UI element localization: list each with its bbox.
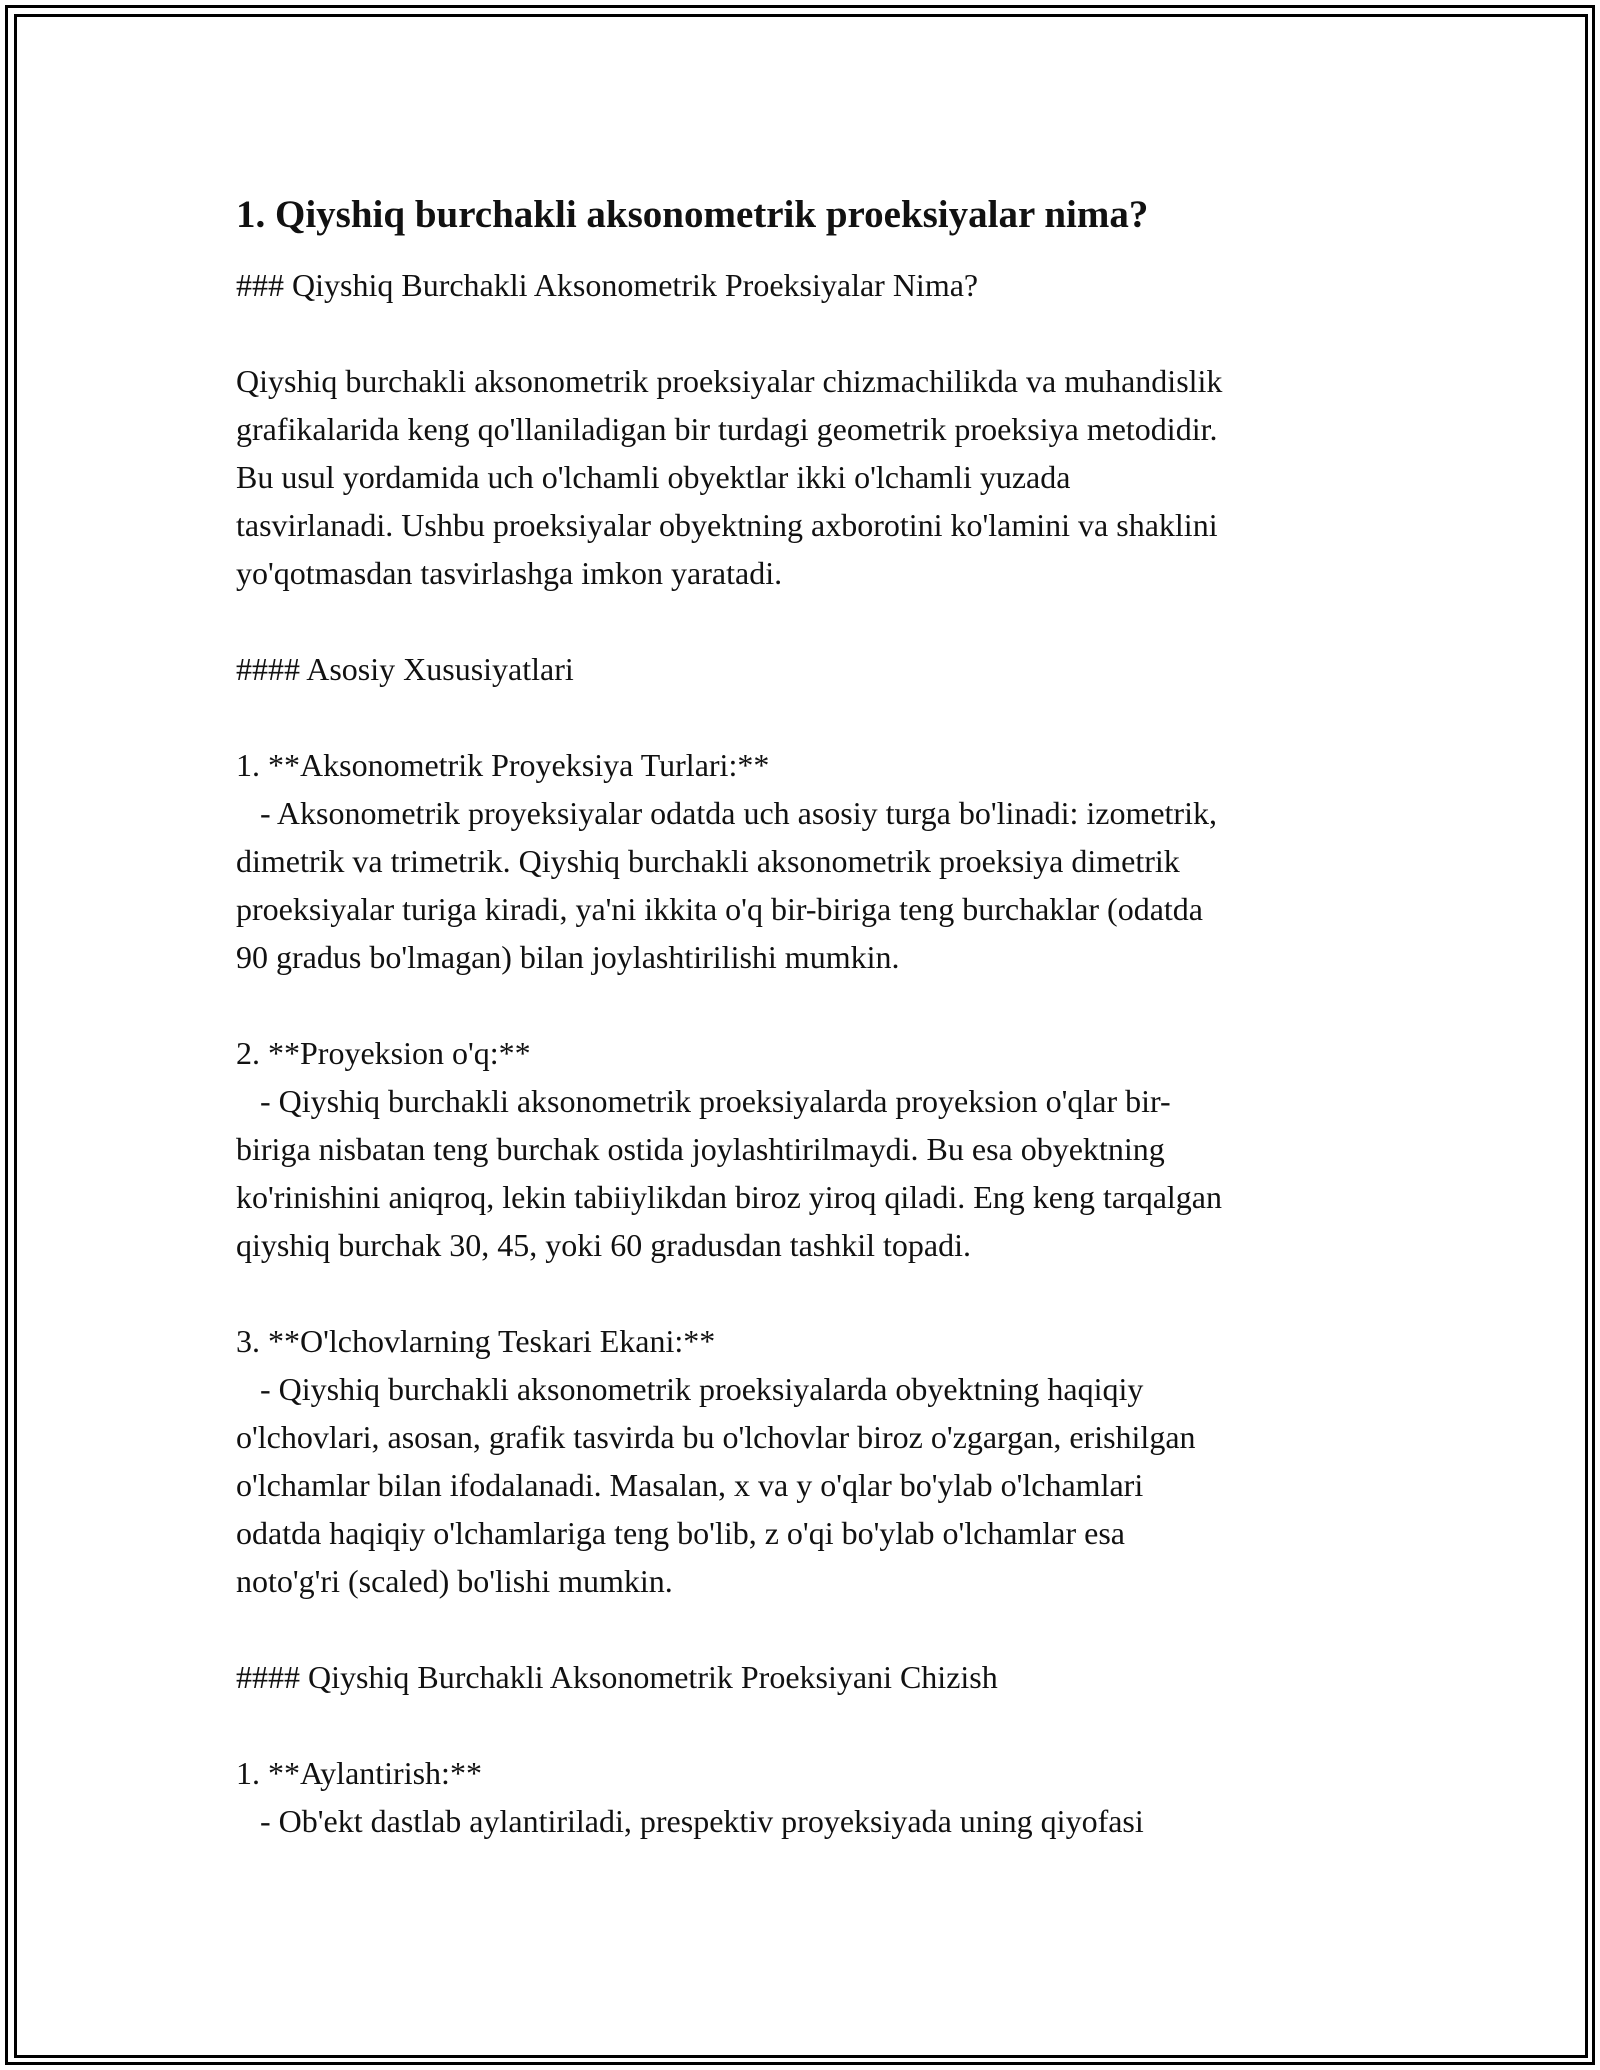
text-line: #### Asosiy Xususiyatlari [236, 651, 574, 687]
blank-line [236, 309, 1366, 357]
text-line: 90 gradus bo'lmagan) bilan joylashtirilishi mumkin. [236, 939, 900, 975]
text-line: - Qiyshiq burchakli aksonometrik proeksiyalarda proyeksion o'qlar bir- [236, 1083, 1171, 1119]
document-text [236, 261, 1366, 1845]
blank-line [236, 1701, 1366, 1749]
text-line: odatda haqiqiy o'lchamlariga teng bo'lib, z o'qi bo'ylab o'lchamlar esa [236, 1515, 1125, 1551]
text-line: dimetrik va trimetrik. Qiyshiq burchakli aksonometrik proeksiya dimetrik [236, 843, 1180, 879]
text-line: o'lchovlari, asosan, grafik tasvirda bu o'lchovlar biroz o'zgargan, erishilgan [236, 1419, 1196, 1455]
document-body [236, 183, 1366, 1845]
text-line: ### Qiyshiq Burchakli Aksonometrik Proeksiyalar Nima? [236, 267, 979, 303]
blank-line [236, 1605, 1366, 1653]
text-line: 1. **Aylantirish:** [236, 1755, 482, 1791]
text-line: 2. **Proyeksion o'q:** [236, 1035, 531, 1071]
text-line: Bu usul yordamida uch o'lchamli obyektlar ikki o'lchamli yuzada [236, 459, 1071, 495]
text-line: grafikalarida keng qo'llaniladigan bir turdagi geometrik proeksiya metodidir. [236, 411, 1218, 447]
text-line: #### Qiyshiq Burchakli Aksonometrik Proeksiyani Chizish [236, 1659, 998, 1695]
text-line: biriga nisbatan teng burchak ostida joylashtirilmaydi. Bu esa obyektning [236, 1131, 1165, 1167]
blank-line [236, 981, 1366, 1029]
text-line: qiyshiq burchak 30, 45, yoki 60 gradusdan tashkil topadi. [236, 1227, 972, 1263]
text-line: o'lchamlar bilan ifodalanadi. Masalan, x va y o'qlar bo'ylab o'lchamlari [236, 1467, 1144, 1503]
text-line: yo'qotmasdan tasvirlashga imkon yaratadi. [236, 555, 783, 591]
blank-line [236, 597, 1366, 645]
document-title: 1. Qiyshiq burchakli aksonometrik proeksiyalar nima? [236, 193, 1149, 236]
text-line: noto'g'ri (scaled) bo'lishi mumkin. [236, 1563, 673, 1599]
text-line: - Aksonometrik proyeksiyalar odatda uch asosiy turga bo'linadi: izometrik, [236, 795, 1217, 831]
title-spacer [236, 247, 1366, 261]
text-line: proeksiyalar turiga kiradi, ya'ni ikkita o'q bir-biriga teng burchaklar (odatda [236, 891, 1203, 927]
text-line: 1. **Aksonometrik Proyeksiya Turlari:** [236, 747, 770, 783]
blank-line [236, 693, 1366, 741]
text-line: ko'rinishini aniqroq, lekin tabiiylikdan biroz yiroq qiladi. Eng keng tarqalgan [236, 1179, 1222, 1215]
text-line: Qiyshiq burchakli aksonometrik proeksiyalar chizmachilikda va muhandislik [236, 363, 1223, 399]
blank-line [236, 1269, 1366, 1317]
text-line: tasvirlanadi. Ushbu proeksiyalar obyektning axborotini ko'lamini va shaklini [236, 507, 1218, 543]
text-line: 3. **O'lchovlarning Teskari Ekani:** [236, 1323, 716, 1359]
text-line: - Qiyshiq burchakli aksonometrik proeksiyalarda obyektning haqiqiy [236, 1371, 1144, 1407]
text-line: - Ob'ekt dastlab aylantiriladi, prespektiv proyeksiyada uning qiyofasi [236, 1803, 1144, 1839]
